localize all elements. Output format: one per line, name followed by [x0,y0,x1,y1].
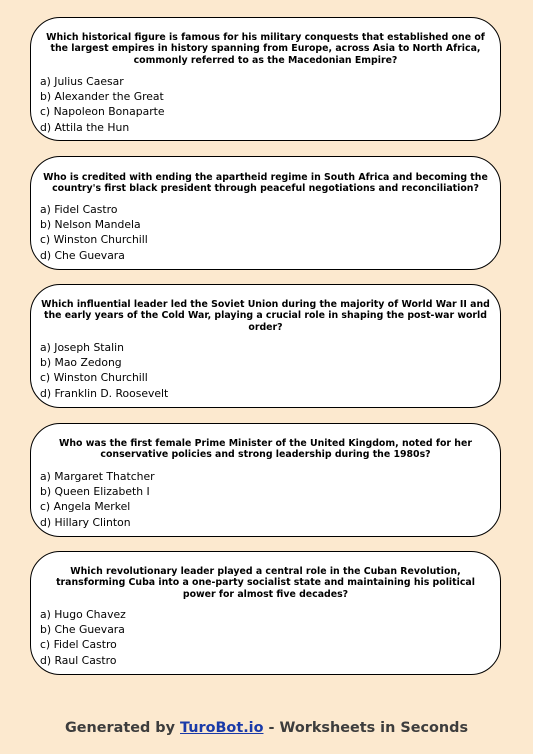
option-a: a) Joseph Stalin [40,341,124,354]
options-list [40,202,490,263]
question-card-4 [30,423,501,537]
option-a: a) Hugo Chavez [40,608,126,621]
option-b: b) Alexander the Great [40,90,164,104]
option-d: d) Hillary Clinton [40,515,131,529]
question-card-1 [30,17,501,141]
question-card-2 [30,156,501,270]
option-a: a) Fidel Castro [40,203,118,216]
question-text: Who is credited with ending the apartheid regime in South Africa and becoming the country's first black president through peaceful negotiations and reconciliation? [43,172,488,195]
option-c: c) Napoleon Bonaparte [40,105,165,119]
options-list [40,74,490,135]
question-card-5 [30,551,501,675]
question-text: Who was the first female Prime Minister of the United Kingdom, noted for her conservative policies and strong leadership during the 1980s? [59,438,472,461]
option-d: d) Franklin D. Roosevelt [40,386,169,400]
question-card-3 [30,284,501,408]
option-c: c) Fidel Castro [40,638,117,652]
options-list [40,607,490,668]
option-a: a) Margaret Thatcher [40,470,155,483]
footer-prefix: Generated by [64,720,180,736]
option-c: c) Winston Churchill [40,371,148,385]
turobot-link[interactable]: TuroBot.io [180,720,264,736]
option-a: a) Julius Caesar [40,75,124,88]
question-text: Which revolutionary leader played a central role in the Cuban Revolution, transforming Cuba into a one-party socialist state and maintaining his political power for almost five decades? [56,566,475,600]
option-c: c) Angela Merkel [40,500,131,514]
option-b: b) Che Guevara [40,623,125,637]
option-c: c) Winston Churchill [40,233,148,247]
option-b: b) Nelson Mandela [40,218,141,232]
option-d: d) Raul Castro [40,653,117,667]
footer [0,717,533,739]
question-text: Which historical figure is famous for his military conquests that established one of the largest empires in history spanning from Europe, across Asia to North Africa, commonly referred to as the Macedonian Empire? [46,32,485,66]
question-text: Which influential leader led the Soviet Union during the majority of World War II and the early years of the Cold War, playing a crucial role in shaping the post-war world order? [41,299,490,333]
option-b: b) Mao Zedong [40,356,122,370]
footer-suffix: - Worksheets in Seconds [263,720,469,736]
option-d: d) Attila the Hun [40,120,130,134]
options-list [40,340,490,401]
options-list [40,469,490,530]
option-b: b) Queen Elizabeth I [40,485,150,499]
option-d: d) Che Guevara [40,248,125,262]
